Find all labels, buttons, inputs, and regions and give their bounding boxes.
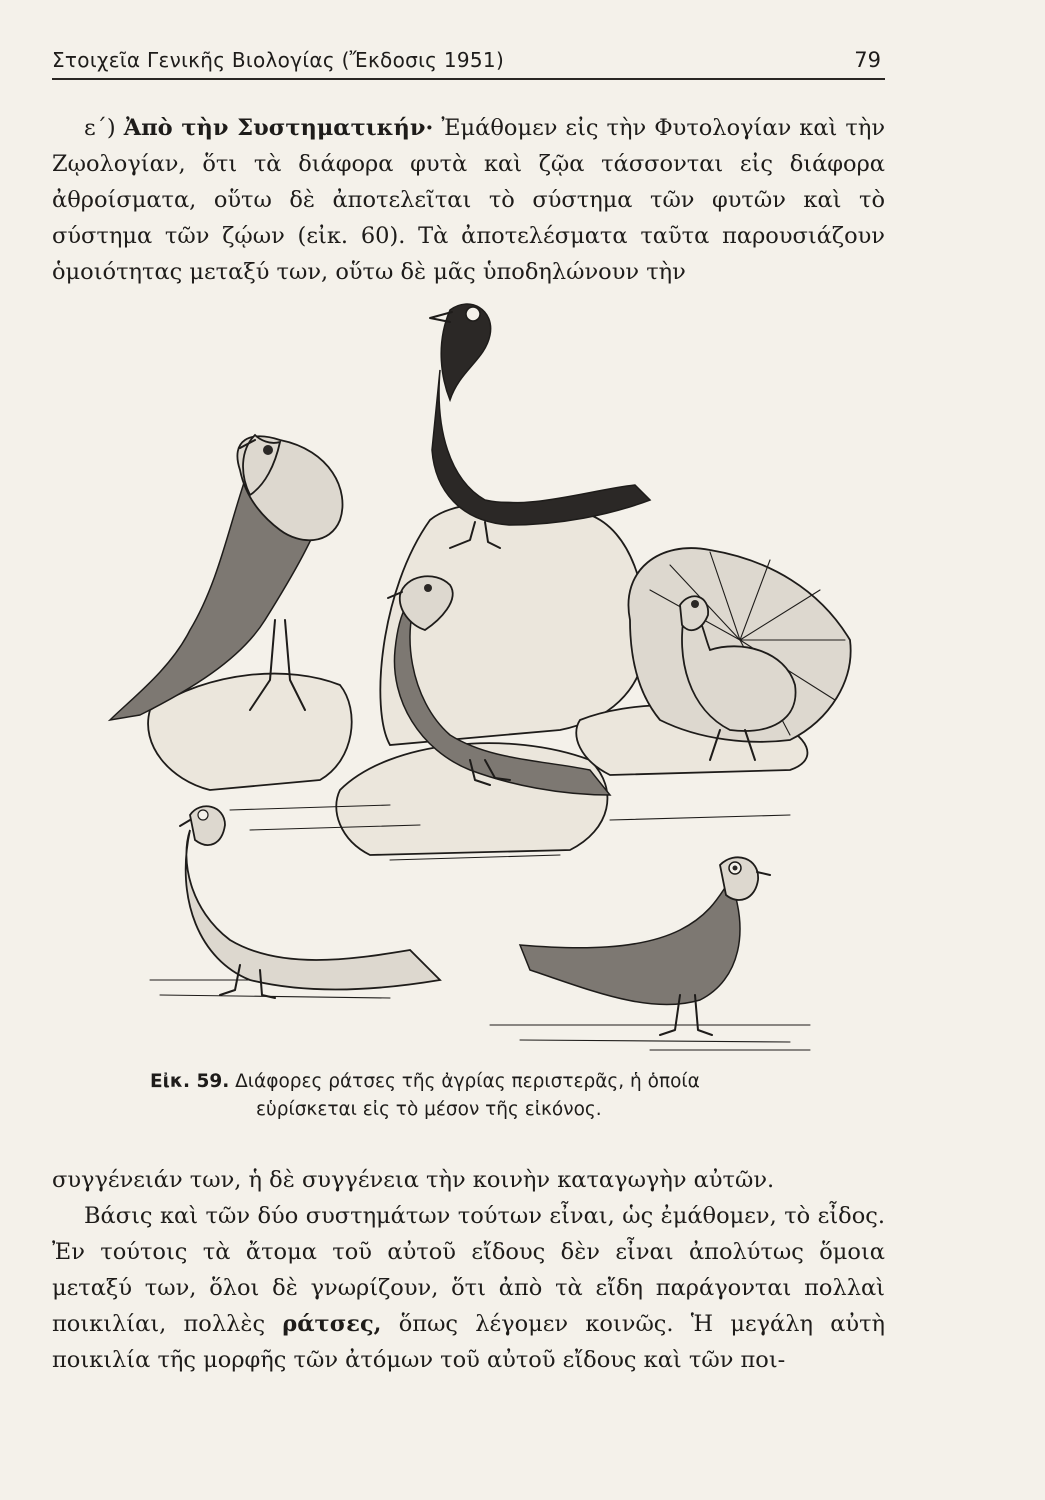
second-paragraph-end: ὅπως λέγομεν κοινῶς. Ἡ μεγάλη αὐτὴ ποικιλία τῆς μορφῆς τῶν ἀτόμων τοῦ αὐτοῦ εἴδους καὶ τῶν ποι- bbox=[52, 1311, 886, 1373]
page-header bbox=[52, 44, 885, 80]
second-paragraph-start: Βάσις καὶ τῶν δύο συστημάτων τούτων εἶναι, ὡς ἐμάθομεν, τὸ εἶδος. Ἐν τούτοις τὰ ἄτομα τοῦ αὐτοῦ εἴδους δὲν εἶναι ἀπολύτως ὅμοια μεταξύ των, ὅλοι δὲ γνωρίζουν, ὅτι ἀπὸ τὰ εἴδη παράγονται πολλαὶ ποικιλίαι, πολλὲς bbox=[52, 1203, 885, 1337]
bold-term-ratses: ράτσες, bbox=[282, 1311, 382, 1337]
pigeon-drawing bbox=[90, 290, 870, 1060]
page-number: 79 bbox=[854, 48, 881, 72]
opening-paragraph-text: Ἐμάθομεν εἰς τὴν Φυτολογίαν καὶ τὴν Ζῳολογίαν, ὅτι τὰ διάφορα φυτὰ καὶ ζῷα τάσσονται εἰς διάφορα ἀθροίσματα, οὕτω δὲ ἀποτελεῖται τὸ σύστημα τῶν φυτῶν καὶ τὸ σύστημα τῶν ζῴων (εἰκ. 60). Τὰ ἀποτελέσματα ταῦτα παρουσιάζουν ὁμοιότητας μεταξύ των, οὕτω δὲ μᾶς ὑποδηλώνουν τὴν bbox=[52, 115, 886, 285]
caption-line-2: εὑρίσκεται εἰς τὸ μέσον τῆς εἰκόνος. bbox=[256, 1099, 602, 1120]
caption-line-1: Διάφορες ράτσες τῆς ἀγρίας περιστερᾶς, ἡ ὁποία bbox=[235, 1071, 700, 1092]
running-head: Στοιχεῖα Γενικῆς Βιολογίας (Ἔκδοσις 1951) bbox=[52, 48, 505, 72]
figure-caption bbox=[150, 1068, 850, 1124]
continuation-line: συγγένειάν των, ἡ δὲ συγγένεια τὴν κοινὴν καταγωγὴν αὐτῶν. bbox=[52, 1167, 775, 1193]
section-heading: Ἀπὸ τὴν Συστηματικήν· bbox=[123, 115, 434, 141]
bottom-right-pigeon bbox=[520, 857, 770, 1035]
opening-paragraph bbox=[52, 110, 885, 290]
figure-label: Εἰκ. 59. bbox=[150, 1071, 230, 1092]
top-text-block bbox=[52, 110, 885, 290]
bottom-text-block bbox=[52, 1162, 885, 1378]
second-paragraph bbox=[52, 1198, 885, 1378]
section-label: ε΄) bbox=[84, 115, 116, 141]
pigeon-breeds-illustration bbox=[90, 290, 870, 1060]
